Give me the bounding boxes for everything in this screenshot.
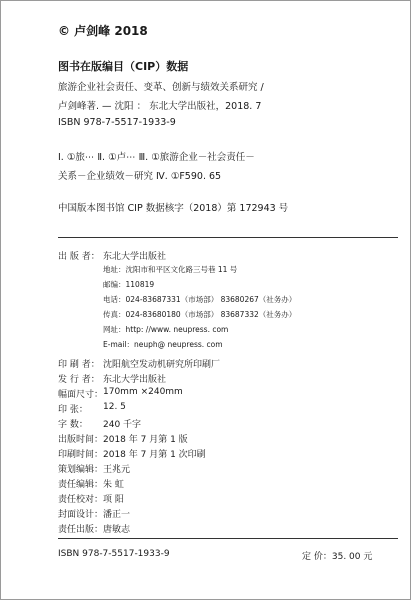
cip-author-line: 卢剑峰著. — 沈阳 ： 东北大学出版社，2018. 7 [58,101,262,112]
distributor-label: 发 行 者： [58,375,100,385]
planning-editor-label: 策划编辑： [58,465,104,475]
publisher-name: 东北大学出版社 [103,252,167,262]
divider-bottom [58,538,398,539]
publish-date-label: 出版时间： [58,435,104,445]
cover-design-value: 潘正一 [103,510,131,520]
wordcount-value: 240 千字 [103,420,142,430]
cip-classification-line: Ⅰ. ①旅⋯ Ⅱ. ①卢⋯ Ⅲ. ①旅游企业－社会责任－ [58,152,255,163]
cip-isbn-line: ISBN 978-7-5517-1933-9 [58,117,176,128]
cover-design-label: 封面设计： [58,510,104,520]
publisher-label: 出 版 者： [58,252,100,262]
printer-value: 沈阳航空发动机研究所印刷厂 [103,360,221,370]
format-value: 170mm ×240mm [103,387,183,397]
publisher-website[interactable]: 网址：http: //www. neupress. com [103,325,229,334]
proofreader-value: 项 阳 [103,495,124,505]
divider-top [58,237,398,238]
wordcount-label: 字 数： [58,420,88,430]
publish-date-value: 2018 年 7 月第 1 版 [103,435,188,445]
cip-title-line: 旅游企业社会责任、变革、创新与绩效关系研究 / [58,82,264,93]
cip-classification-line-2: 关系－企业绩效－研究 Ⅳ. ①F590. 65 [58,171,222,182]
editor-label: 责任编辑： [58,480,104,490]
production-value: 唐敏志 [103,525,131,535]
print-date-value: 2018 年 7 月第 1 次印刷 [103,450,206,460]
publisher-address: 地址：沈阳市和平区文化路三号巷 11 号 [103,265,238,274]
planning-editor-value: 王兆元 [103,465,131,475]
print-date-label: 印刷时间： [58,450,104,460]
production-label: 责任出版： [58,525,104,535]
footer-isbn: ISBN 978-7-5517-1933-9 [58,549,170,559]
publisher-fax: 传真：024-83680180（市场部） 83687332（社务办） [103,310,297,319]
proofreader-label: 责任校对： [58,495,104,505]
publisher-phone: 电话：024-83687331（市场部） 83680267（社务办） [103,295,297,304]
copyright-line: © 卢剑峰 2018 [58,24,148,38]
publisher-email[interactable]: E-mail：neuph@ neupress. com [103,340,223,349]
sheets-label: 印 张： [58,405,88,415]
distributor-value: 东北大学出版社 [103,375,167,385]
format-label: 幅面尺寸： [58,390,104,400]
cip-heading: 图书在版编目（CIP）数据 [58,60,189,73]
publisher-postcode: 邮编：110819 [103,280,155,289]
cip-record-number: 中国版本图书馆 CIP 数据核字（2018）第 172943 号 [58,203,289,214]
editor-value: 朱 虹 [103,480,124,490]
footer-price: 定 价：35. 00 元 [302,552,373,562]
printer-label: 印 刷 者： [58,360,100,370]
sheets-value: 12. 5 [103,402,126,412]
